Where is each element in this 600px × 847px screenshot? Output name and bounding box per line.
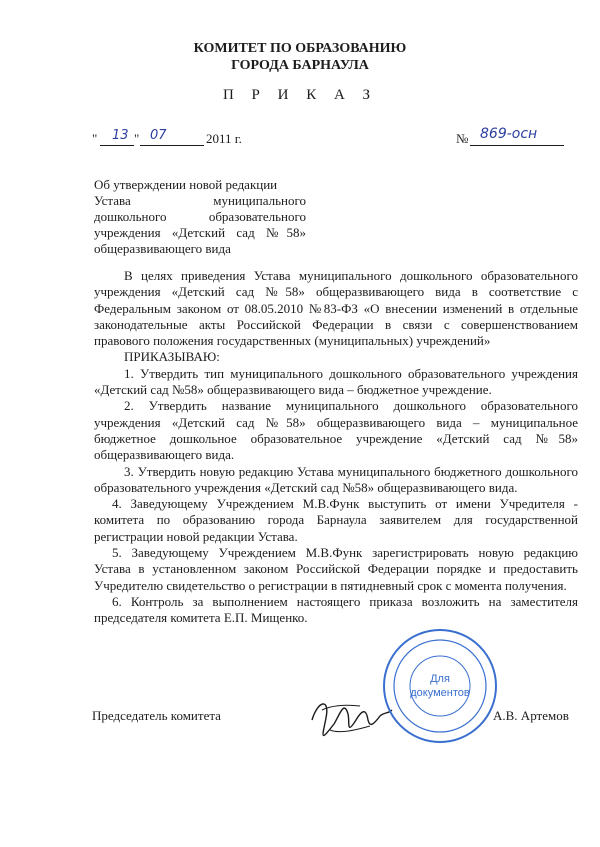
org-name-line1: КОМИТЕТ ПО ОБРАЗОВАНИЮ bbox=[193, 41, 407, 56]
order-item: 2. Утвердить название муниципального дошкольного образовательного учреждения «Детский сад №58» общеразвивающего вида – муниципальное бюджетное дошкольное образовательное учреждение «Детский сад №58» общеразвивающего вида. bbox=[94, 398, 578, 463]
signatory-position: Председатель комитета bbox=[92, 708, 221, 723]
date-year: 2011 г. bbox=[206, 131, 242, 146]
order-item: 3. Утвердить новую редакцию Устава муниципального бюджетного дошкольного образовательного учреждения «Детский сад №58» общеразвивающего вида. bbox=[94, 463, 578, 495]
date-month-underline bbox=[140, 145, 204, 146]
order-item: 4. Заведующему Учреждением М.В.Функ выступить от имени Учредителя - комитета по образованию города Барнаула заявителем для государственной регистрации новой редакции Устава. bbox=[94, 496, 578, 544]
subject-line: Устава муниципального bbox=[94, 193, 306, 208]
stamp-text-line2: документов bbox=[410, 687, 470, 699]
order-item: 5. Заведующему Учреждением М.В.Функ зарегистрировать новую редакцию Устава в установленном законом Российской Федерации порядке и предоставить Учредителю свидетельство о регистрации в пятидневный срок с момента получения. bbox=[94, 545, 578, 593]
preamble: В целях приведения Устава муниципального дошкольного образовательного учреждения «Детский сад №58» общеразвивающего вида в соответствие с Федеральным законом от 08.05.2010 №83-ФЗ «О внесении изменений в отдельные законодательные акты Российской Федерации в связи с совершенствованием правового положения государственных (муниципальных) учреждений» bbox=[94, 268, 578, 349]
number-underline bbox=[470, 145, 564, 146]
date-day: 13 bbox=[112, 128, 129, 143]
order-item: 1. Утвердить тип муниципального дошкольного образовательного учреждения «Детский сад №58» общеразвивающего вида – бюджетное учреждение. bbox=[94, 365, 578, 398]
order-body bbox=[94, 268, 578, 627]
org-name-line2: ГОРОДА БАРНАУЛА bbox=[231, 58, 369, 73]
stamp-text-line1: Для bbox=[430, 673, 450, 685]
subject-line: Об утверждении новой редакции bbox=[94, 177, 278, 192]
subject-line: дошкольного образовательного bbox=[94, 209, 306, 224]
subject-line: общеразвивающего вида bbox=[94, 241, 231, 256]
order-number: 869-осн bbox=[480, 126, 538, 142]
number-prefix: № bbox=[456, 131, 469, 146]
date-month: 07 bbox=[150, 128, 167, 143]
subject-line: учреждения «Детский сад №58» bbox=[94, 225, 306, 240]
order-item: 6. Контроль за выполнением настоящего приказа возложить на заместителя председателя комитета Е.П. Мищенко. bbox=[94, 593, 578, 626]
date-day-underline bbox=[100, 145, 134, 146]
document-title: П Р И К А З bbox=[222, 87, 378, 103]
order-word: ПРИКАЗЫВАЮ: bbox=[124, 349, 220, 365]
order-subject bbox=[94, 177, 306, 257]
official-stamp bbox=[380, 626, 500, 746]
signatory-name: А.В. Артемов bbox=[493, 708, 569, 723]
